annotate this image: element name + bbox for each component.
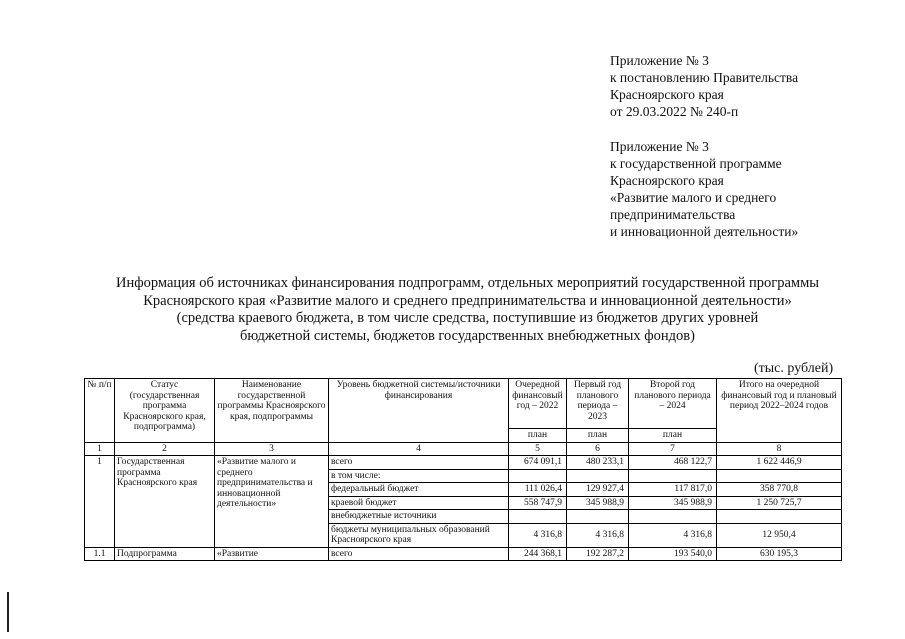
appendix-program-block — [610, 138, 798, 240]
header-num: № п/п — [85, 379, 115, 443]
plan-label: план — [567, 429, 629, 443]
appendix-decree-block — [610, 52, 798, 120]
appendix-line: к государственной программе — [610, 156, 782, 171]
appendix-line: предпринимательства — [610, 207, 736, 222]
value-2023: 129 927,4 — [567, 483, 629, 497]
value-2022: 244 368,1 — [509, 547, 567, 561]
table-row — [85, 456, 842, 470]
appendix-line: и инновационной деятельности» — [610, 224, 799, 239]
value-total: 358 770,8 — [717, 483, 842, 497]
column-number: 7 — [629, 442, 717, 456]
appendix-line: Красноярского края — [610, 87, 724, 102]
row-name: «Развитие — [215, 547, 329, 561]
value-2022 — [509, 510, 567, 524]
appendix-line: «Развитие малого и среднего — [610, 190, 777, 205]
scan-edge-mark — [7, 592, 9, 632]
row-status: Подпрограмма — [115, 547, 215, 561]
row-level: всего — [329, 456, 509, 470]
value-total — [717, 469, 842, 483]
value-total: 630 195,3 — [717, 547, 842, 561]
value-total: 1 622 446,9 — [717, 456, 842, 470]
value-2023 — [567, 510, 629, 524]
value-2022: 111 026,4 — [509, 483, 567, 497]
document-title — [60, 275, 875, 345]
column-number: 4 — [329, 442, 509, 456]
value-2023 — [567, 469, 629, 483]
value-2022: 674 091,1 — [509, 456, 567, 470]
header-total: Итого на очередной финансовый год и плановый период 2022–2024 годов — [717, 379, 842, 443]
value-2024 — [629, 469, 717, 483]
header-level: Уровень бюджетной системы/источники финансирования — [329, 379, 509, 443]
units-label: (тыс. рублей) — [754, 361, 834, 376]
table-row — [85, 547, 842, 561]
header-2023: Первый год планового периода – 2023 — [567, 379, 629, 429]
title-line: Информация об источниках финансирования подпрограмм, отдельных мероприятий государственной программы — [115, 275, 820, 291]
appendix-line: от 29.03.2022 № 240-п — [610, 104, 739, 119]
header-status: Статус (государственная программа Красноярского края, подпрограмма) — [115, 379, 215, 443]
value-2024: 468 122,7 — [629, 456, 717, 470]
value-2023: 345 988,9 — [567, 496, 629, 510]
value-2022 — [509, 469, 567, 483]
column-number: 5 — [509, 442, 567, 456]
value-total — [717, 510, 842, 524]
title-line: (средства краевого бюджета, в том числе средства, поступившие из бюджетов других уровней — [176, 310, 759, 326]
header-name: Наименование государственной программы Красноярского края, подпрограммы — [215, 379, 329, 443]
column-number: 8 — [717, 442, 842, 456]
value-2024: 4 316,8 — [629, 523, 717, 547]
plan-label: план — [629, 429, 717, 443]
value-2023: 480 233,1 — [567, 456, 629, 470]
row-level: всего — [329, 547, 509, 561]
value-2024 — [629, 510, 717, 524]
column-number: 3 — [215, 442, 329, 456]
column-number: 1 — [85, 442, 115, 456]
table-header-row — [85, 379, 842, 429]
row-level: в том числе: — [329, 469, 509, 483]
row-num: 1 — [85, 456, 115, 548]
row-status: Государственная программа Красноярского края — [115, 456, 215, 548]
row-num: 1.1 — [85, 547, 115, 561]
column-number: 2 — [115, 442, 215, 456]
value-total: 12 950,4 — [717, 523, 842, 547]
appendix-line: к постановлению Правительства — [610, 70, 799, 85]
value-2023: 192 287,2 — [567, 547, 629, 561]
row-name: «Развитие малого и среднего предпринимательства и инновационной деятельности» — [215, 456, 329, 548]
value-2024: 193 540,0 — [629, 547, 717, 561]
value-2024: 117 817,0 — [629, 483, 717, 497]
header-2022: Очередной финансовый год – 2022 — [509, 379, 567, 429]
value-total: 1 250 725,7 — [717, 496, 842, 510]
row-level: федеральный бюджет — [329, 483, 509, 497]
title-line: бюджетной системы, бюджетов государственных внебюджетных фондов) — [240, 327, 695, 344]
header-2024: Второй год планового периода – 2024 — [629, 379, 717, 429]
appendix-line: Красноярского края — [610, 173, 724, 188]
appendix-line: Приложение № 3 — [610, 53, 709, 68]
column-numbers-row — [85, 442, 842, 456]
value-2022: 4 316,8 — [509, 523, 567, 547]
row-level: внебюджетные источники — [329, 510, 509, 524]
title-line: Красноярского края «Развитие малого и среднего предпринимательства и инновационной деятельности» — [143, 292, 792, 309]
appendix-line: Приложение № 3 — [610, 139, 709, 154]
value-2024: 345 988,9 — [629, 496, 717, 510]
row-level: краевой бюджет — [329, 496, 509, 510]
financing-table — [84, 378, 842, 561]
column-number: 6 — [567, 442, 629, 456]
row-level: бюджеты муниципальных образований Красноярского края — [329, 523, 509, 547]
value-2023: 4 316,8 — [567, 523, 629, 547]
plan-label: план — [509, 429, 567, 443]
value-2022: 558 747,9 — [509, 496, 567, 510]
